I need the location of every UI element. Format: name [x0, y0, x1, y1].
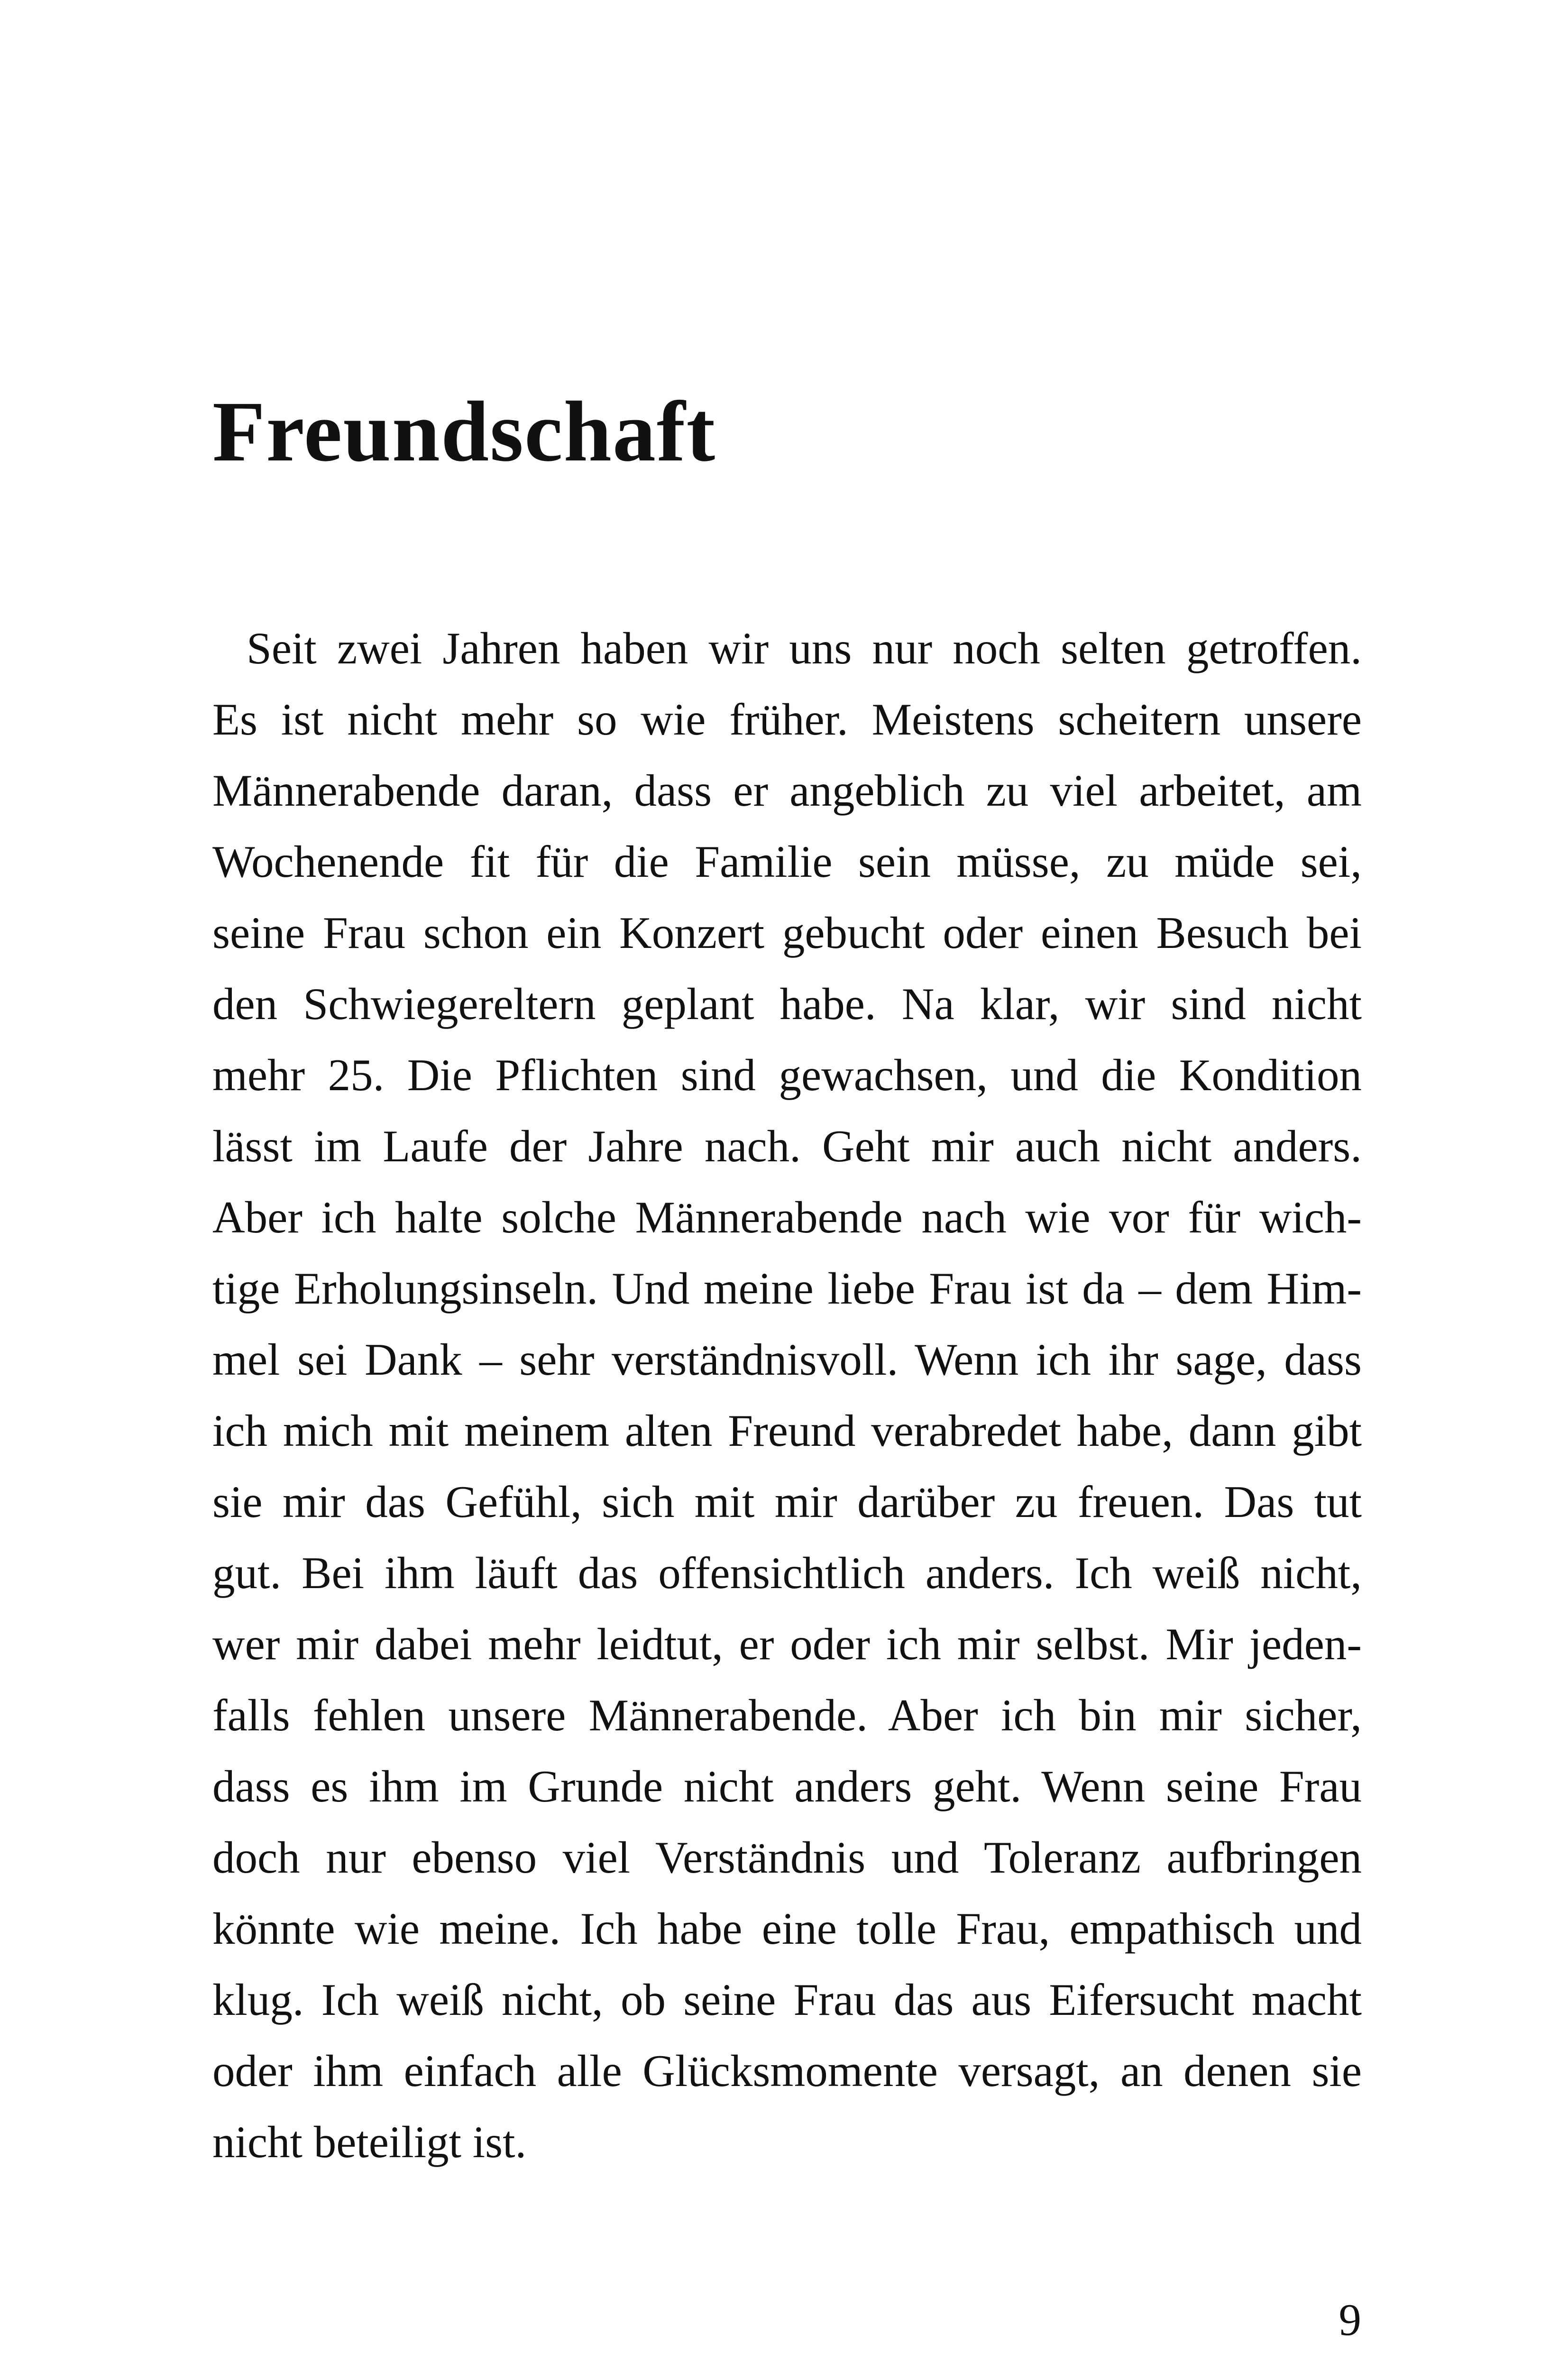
- text-line: den Schwiegereltern geplant habe. Na klar, wir sind nicht: [212, 979, 1362, 1029]
- text-line: wer mir dabei mehr leidtut, er oder ich mir selbst. Mir jeden-: [212, 1619, 1362, 1669]
- text-line: sie mir das Gefühl, sich mit mir darüber zu freuen. Das tut: [212, 1477, 1362, 1527]
- chapter-title: Freundschaft: [212, 384, 716, 479]
- text-line: nicht beteiligt ist.: [212, 2117, 527, 2167]
- text-line: Es ist nicht mehr so wie früher. Meistens scheitern unsere: [212, 694, 1362, 744]
- text-line: Aber ich halte solche Männerabende nach wie vor für wich-: [212, 1192, 1362, 1242]
- text-line: Wochenende fit für die Familie sein müsse, zu müde sei,: [212, 836, 1362, 887]
- text-line: ich mich mit meinem alten Freund verabredet habe, dann gibt: [212, 1406, 1362, 1456]
- text-line: Seit zwei Jahren haben wir uns nur noch selten getroffen.: [247, 623, 1362, 673]
- text-line: oder ihm einfach alle Glücksmomente versagt, an denen sie: [212, 2046, 1362, 2096]
- text-line: mel sei Dank – sehr verständnisvoll. Wenn ich ihr sage, dass: [212, 1334, 1362, 1385]
- text-line: tige Erholungsinseln. Und meine liebe Frau ist da – dem Him-: [212, 1263, 1362, 1314]
- text-line: dass es ihm im Grunde nicht anders geht. Wenn seine Frau: [212, 1761, 1362, 1811]
- text-line: doch nur ebenso viel Verständnis und Toleranz aufbringen: [212, 1832, 1362, 1883]
- text-line: Männerabende daran, dass er angeblich zu viel arbeitet, am: [212, 765, 1362, 816]
- text-line: seine Frau schon ein Konzert gebucht oder einen Besuch bei: [212, 908, 1362, 958]
- text-line: klug. Ich weiß nicht, ob seine Frau das aus Eifersucht macht: [212, 1975, 1362, 2025]
- text-line: lässt im Laufe der Jahre nach. Geht mir auch nicht anders.: [212, 1121, 1362, 1171]
- page-number: 9: [1339, 2295, 1361, 2345]
- text-line: gut. Bei ihm läuft das offensichtlich anders. Ich weiß nicht,: [212, 1548, 1362, 1598]
- body-paragraph: [212, 613, 1362, 2178]
- text-line: mehr 25. Die Pflichten sind gewachsen, und die Kondition: [212, 1050, 1362, 1100]
- text-line: falls fehlen unsere Männerabende. Aber ich bin mir sicher,: [212, 1690, 1362, 1740]
- text-line: könnte wie meine. Ich habe eine tolle Frau, empathisch und: [212, 1903, 1362, 1954]
